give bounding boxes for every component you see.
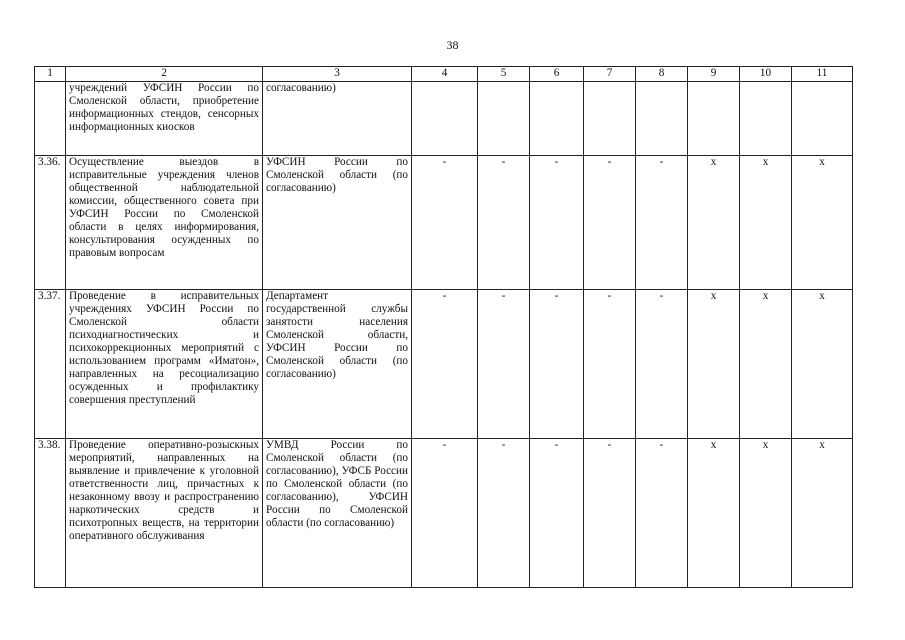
column-header: 3 xyxy=(263,67,412,82)
value-cell: - xyxy=(478,439,530,588)
value-cell: - xyxy=(478,156,530,290)
value-cell: - xyxy=(636,156,688,290)
executor-cell: Департамент государственной службы занятости населения Смоленской области, УФСИН России по Смоленской области (по согласованию) xyxy=(263,290,412,439)
column-header: 5 xyxy=(478,67,530,82)
column-header: 2 xyxy=(66,67,263,82)
table-row xyxy=(35,156,853,290)
value-cell: х xyxy=(792,439,853,588)
value-cell: х xyxy=(792,156,853,290)
column-header: 8 xyxy=(636,67,688,82)
executor-cell: УМВД России по Смоленской области (по согласованию), УФСБ России по Смоленской области (по согласованию), УФСИН России по Смоленской области (по согласованию) xyxy=(263,439,412,588)
program-measures-table xyxy=(34,66,853,588)
row-number xyxy=(35,82,66,156)
row-number: 3.38. xyxy=(35,439,66,588)
value-cell xyxy=(636,82,688,156)
value-cell: х xyxy=(688,439,740,588)
value-cell: - xyxy=(584,156,636,290)
value-cell xyxy=(530,82,584,156)
column-header: 10 xyxy=(740,67,792,82)
value-cell xyxy=(412,82,478,156)
value-cell: - xyxy=(412,439,478,588)
value-cell: - xyxy=(636,290,688,439)
value-cell xyxy=(688,82,740,156)
column-header: 6 xyxy=(530,67,584,82)
value-cell xyxy=(584,82,636,156)
value-cell xyxy=(478,82,530,156)
measure-cell: Проведение в исправительных учреждениях УФСИН России по Смоленской области психодиагностических и психокоррекционных мероприятий с использованием программ «Иматон», направленных на ресоциализацию осужденных и профилактику совершения преступлений xyxy=(66,290,263,439)
value-cell xyxy=(740,82,792,156)
value-cell: х xyxy=(740,439,792,588)
value-cell: - xyxy=(530,439,584,588)
value-cell: х xyxy=(688,156,740,290)
measure-cell: Проведение оперативно-розыскных мероприятий, направленных на выявление и привлечение к уголовной ответственности лиц, причастных к незаконному ввозу и распространению наркотических средств и психотропных веществ, на территории оперативного обслуживания xyxy=(66,439,263,588)
row-number: 3.37. xyxy=(35,290,66,439)
value-cell: х xyxy=(792,290,853,439)
row-number: 3.36. xyxy=(35,156,66,290)
column-header: 7 xyxy=(584,67,636,82)
executor-cell: УФСИН России по Смоленской области (по согласованию) xyxy=(263,156,412,290)
value-cell: - xyxy=(584,439,636,588)
column-header: 11 xyxy=(792,67,853,82)
value-cell: - xyxy=(412,290,478,439)
table-row xyxy=(35,82,853,156)
value-cell: - xyxy=(478,290,530,439)
measure-cell: учреждений УФСИН России по Смоленской области, приобретение информационных стендов, сенсорных информационных киосков xyxy=(66,82,263,156)
value-cell: х xyxy=(688,290,740,439)
value-cell: х xyxy=(740,156,792,290)
column-header: 4 xyxy=(412,67,478,82)
value-cell: х xyxy=(740,290,792,439)
value-cell: - xyxy=(412,156,478,290)
value-cell: - xyxy=(636,439,688,588)
table-row xyxy=(35,290,853,439)
value-cell: - xyxy=(530,156,584,290)
measure-cell: Осуществление выездов в исправительные учреждения членов общественной наблюдательной комиссии, общественного совета при УФСИН России по Смоленской области в целях информирования, консультирования осужденных по правовым вопросам xyxy=(66,156,263,290)
header-row xyxy=(35,67,853,82)
value-cell xyxy=(792,82,853,156)
column-header: 9 xyxy=(688,67,740,82)
page-number: 38 xyxy=(446,38,459,52)
value-cell: - xyxy=(584,290,636,439)
table-row xyxy=(35,439,853,588)
executor-cell: согласованию) xyxy=(263,82,412,156)
value-cell: - xyxy=(530,290,584,439)
column-header: 1 xyxy=(35,67,66,82)
